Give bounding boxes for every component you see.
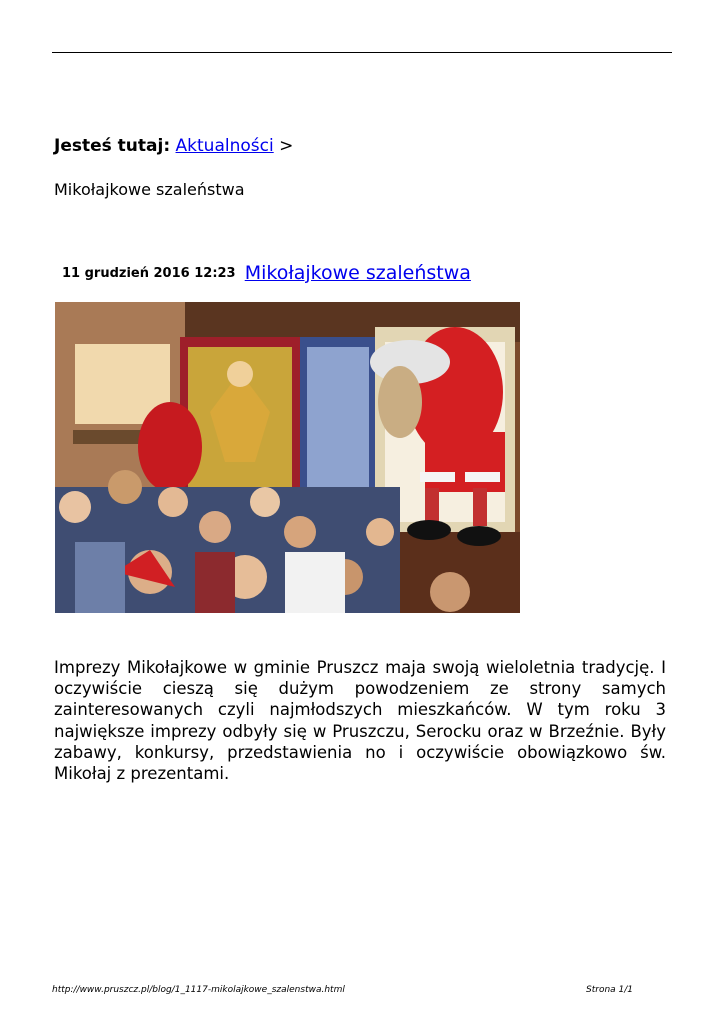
header-divider [52,52,672,53]
post-body: Imprezy Mikołajkowe w gminie Pruszcz maja swoją wieloletnia tradycję. I oczywiście cieszą się dużym powodzeniem ze strony samych zainteresowanych czyli najmłodszych mieszkańców. W tym roku 3 największe imprezy odbyły się w Pruszczu, Serocku oraz w Brzeźnie. Były zabawy, konkursy, przedstawienia no i oczywiście obowiązkowo św. Mikołaj z prezentami. [54,658,666,784]
breadcrumb-separator: > [279,136,294,156]
breadcrumb [54,136,293,156]
breadcrumb-label: Jesteś tutaj: [54,136,171,156]
post-header [62,262,471,284]
post-title-link[interactable]: Mikołajkowe szaleństwa [244,262,471,284]
footer-page-number: Strona 1/1 [586,985,634,995]
post-photo [55,302,520,613]
breadcrumb-link-aktualnosci[interactable]: Aktualności [175,136,274,156]
post-date: 11 grudzień 2016 12:23 [62,266,236,281]
page-title: Mikołajkowe szaleństwa [54,180,245,199]
footer-url: http://www.pruszcz.pl/blog/1_1117-mikolajkowe_szalenstwa.html [52,985,345,995]
